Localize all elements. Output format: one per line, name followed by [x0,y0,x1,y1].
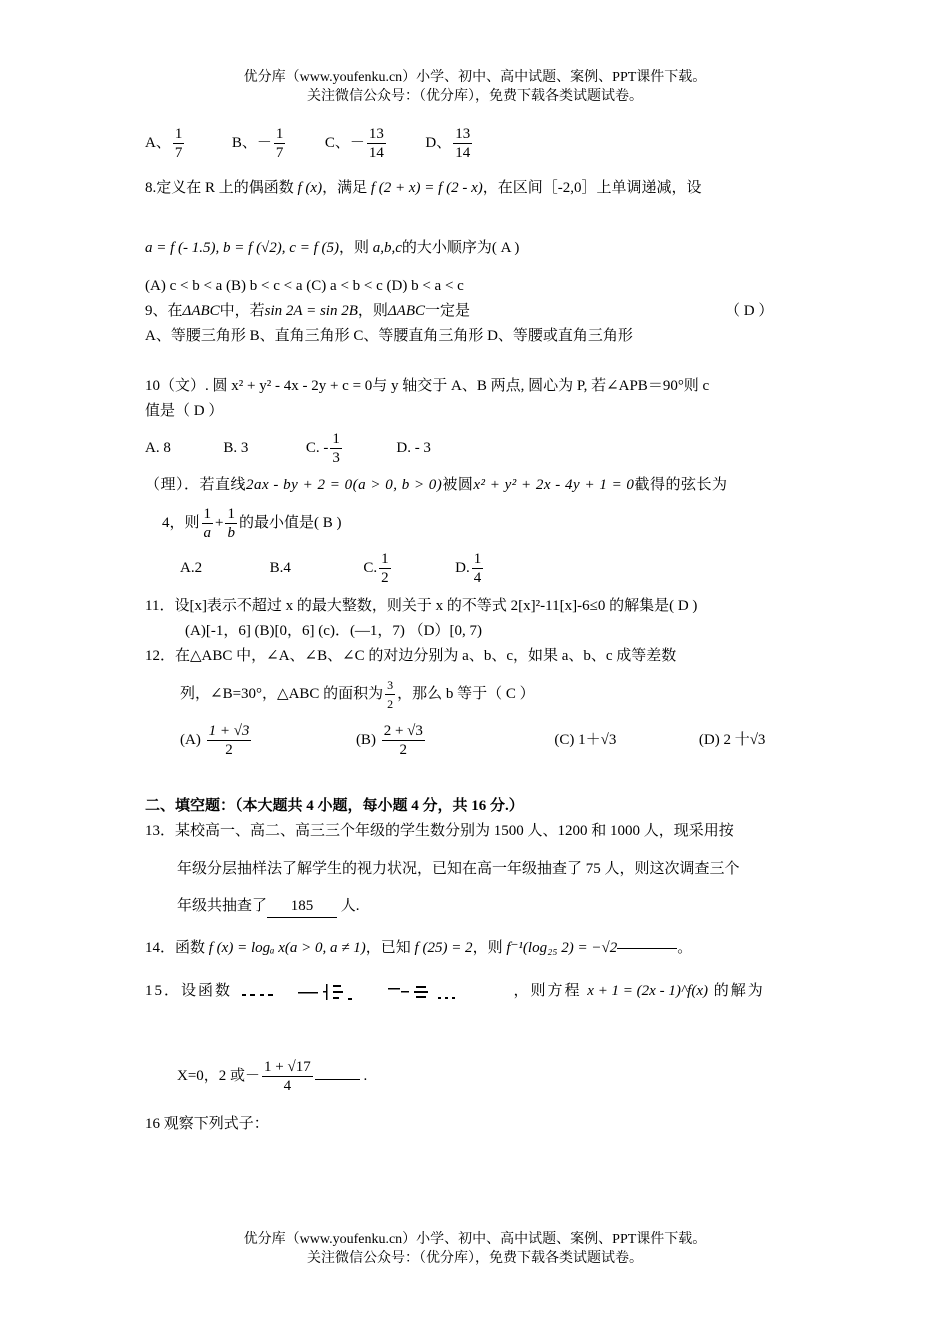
q7-option-d: D、 $\frac{13}{14}$ [425,126,471,161]
q10-wen-options [145,430,810,467]
q8-options: (A) c < b < a (B) b < c < a (C) a < b < c (D) b < a < c [145,278,464,294]
q7-option-a: A、 $\frac{1}{7}$ [145,126,183,161]
footer-line-1: 优分库（www.youfenku.cn）小学、初中、高中试题、案例、PPT课件下载。 [243,1232,707,1247]
page-footer [0,1230,950,1268]
section-2-title: 二、填空题：（本大题共 4 小题，每小题 4 分，共 16 分.） [145,798,524,814]
q15-equation: x + 1 = (2x - 1)^f(x) [587,983,708,999]
q14-stem: 14．函数 f (x) = logₐ x(a > 0, a ≠ 1)，已知 f (25) = 2，则 f⁻¹(log₂₅ 2) = −√2 。 [145,940,693,956]
q16-stem: 16 观察下列式子： [145,1116,269,1132]
q10-line-equation: 2ax - by + 2 = 0(a > 0, b > 0) [246,477,443,493]
q12-option-b: (B) $\frac{2 + √3}{2}$ [355,723,423,758]
q13-line-2: 年级分层抽样法了解学生的视力状况，已知在高一年级抽查了 75 人，则这次调查三个 [177,861,740,877]
q10-circle-equation: x² + y² - 4x - 2y + c = 0 [231,378,373,394]
q10-option-c: C. - $\frac{1}{3}$ [305,431,340,466]
q10-li-options [180,550,845,587]
q7-options [145,125,810,162]
q12-stem-line-2: 列，∠B=30°，△ABC 的面积为 $\frac{3}{2}$ ，那么 b 等于（ C ） [180,678,535,711]
q13-line-1: 13．某校高一、高二、高三三个年级的学生数分别为 1500 人、1200 和 1000 人，现采用按 [145,823,734,839]
q7-option-c: C、－ $\frac{13}{14}$ [324,126,384,161]
q10-li-option-a: A.2 [180,559,203,576]
q8-equation: f (2 + x) = f (2 - x) [370,180,483,196]
q10-li-option-b: B.4 [269,559,291,576]
q10-wen-stem-2: 值是（ D ） [145,403,224,419]
q10-option-a: A. 8 [145,439,171,456]
q10-li-option-d: D. $\frac{1}{4}$ [455,551,482,586]
q12-option-c: (C) 1＋√3 [554,731,617,748]
q15-answer: X=0，2 或－ $\frac{1 + √17}{4}$ . [177,1059,368,1094]
q9-options: A、等腰三角形 B、直角三角形 C、等腰直角三角形 D、等腰或直角三角形 [145,328,633,344]
q10-option-d: D. - 3 [396,439,431,456]
q10-li-stem: （理）．若直线2ax - by + 2 = 0(a > 0, b > 0)被圆x² + y² + 2x - 4y + 1 = 0截得的弦长为 [145,477,728,493]
q9-stem: 9、在ΔABC中，若sin 2A = sin 2B，则ΔABC一定是 （ D ） [145,300,810,322]
q10-wen-stem: 10（文）. 圆 x² + y² - 4x - 2y + c = 0与 y 轴交于 A、B 两点, 圆心为 P, 若∠APB＝90°则 c [145,378,710,394]
q15-function-image [238,982,508,1002]
header-line-1: 优分库（www.youfenku.cn）小学、初中、高中试题、案例、PPT课件下载。 [243,70,707,85]
q14-function: f (x) = logₐ x(a > 0, a ≠ 1) [208,940,366,956]
q14-given: f (25) = 2 [414,940,473,956]
page-header [0,68,950,106]
q8-fx: f (x) [297,180,323,196]
header-line-2: 关注微信公众号：（优分库），免费下载各类试题试卷。 [307,89,643,104]
footer-line-2: 关注微信公众号：（优分库），免费下载各类试题试卷。 [307,1251,643,1266]
q11-options: (A)[-1，6] (B)[0，6] (c)．(—1，7) （D）[0, 7) [185,623,483,639]
q12-stem-line-1: 12．在△ABC 中，∠A、∠B、∠C 的对边分别为 a、b、c，如果 a、b、c 成等差数 [145,648,677,664]
q15-stem: 15．设函数 ，则方程 x + 1 = (2x - 1)^f(x) 的解为 [145,980,810,1002]
q7-option-b: B、－ $\frac{1}{7}$ [231,126,284,161]
q8-definitions: a = f (- 1.5), b = f (√2), c = f (5) [145,240,339,256]
q13-line-3: 年级共抽查了 185 人. [177,895,842,918]
q10-option-b: B. 3 [223,439,249,456]
q12-option-a: (A) $\frac{1 + √3}{2}$ [180,723,250,758]
q10-li-stem-2: 4，则 $\frac{1}{a}$ + $\frac{1}{b}$ 的最小值是( B ) [162,506,342,541]
q14-answer: f⁻¹(log₂₅ 2) = −√2 [506,940,618,956]
q9-answer: （ D ） [725,303,774,319]
q8-stem-line-2: a = f (- 1.5), b = f (√2), c = f (5)，则 a,b,c的大小顺序为( A ) [145,240,520,256]
q12-options [180,722,845,759]
q12-option-d: (D) 2 十√3 [698,731,766,748]
q11-stem: 11．设[x]表示不超过 x 的最大整数，则关于 x 的不等式 2[x]²-11[x]-6≤0 的解集是( D ) [145,598,698,614]
q13-answer-blank: 185 [267,895,337,918]
q10-circle2-equation: x² + y² + 2x - 4y + 1 = 0 [473,477,635,493]
q10-li-option-c: C. $\frac{1}{2}$ [363,551,389,586]
q8-stem-line-1: 8.定义在 R 上的偶函数 f (x)，满足 f (2 + x) = f (2 - x)，在区间［-2,0］上单调递减，设 [145,180,702,196]
